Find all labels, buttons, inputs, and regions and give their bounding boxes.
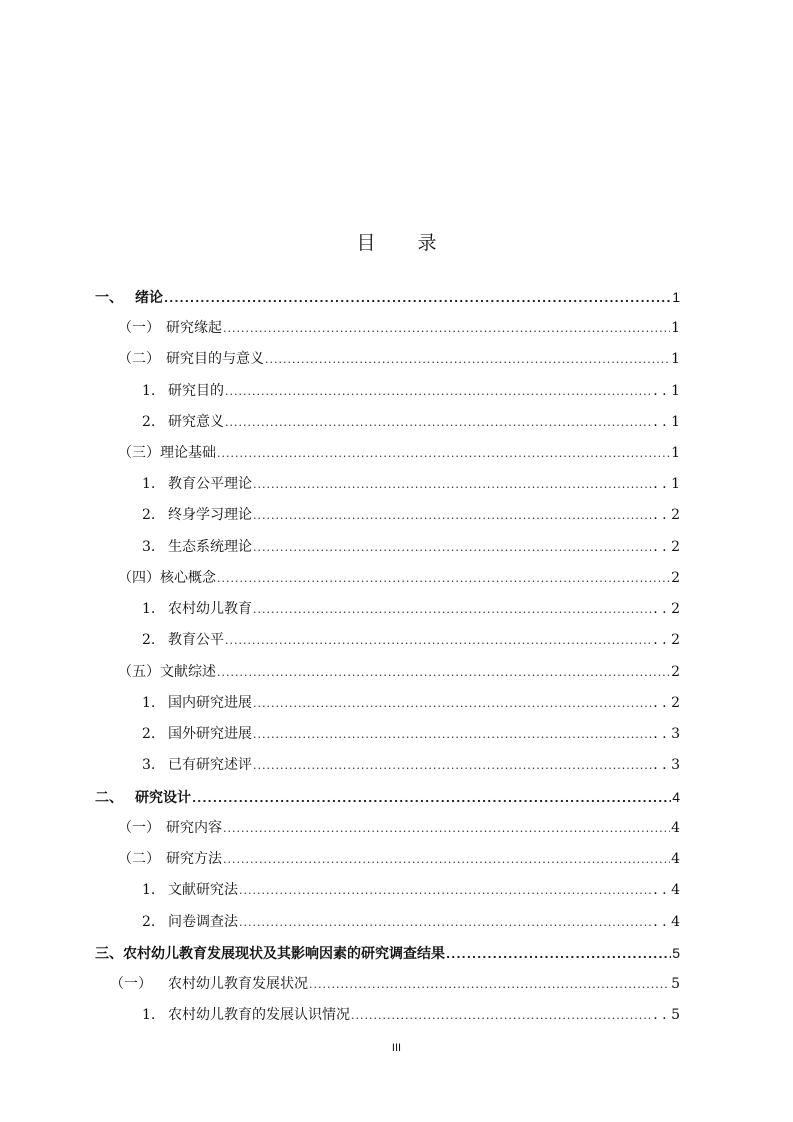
toc-entry[interactable] [142,875,680,906]
toc-number: （三） [118,445,160,461]
toc-entry[interactable] [142,500,680,531]
toc-entry[interactable] [118,813,680,844]
toc-title: 农村幼儿教育发展状况 [168,976,308,992]
toc-entry[interactable] [142,594,680,625]
dot-leader [225,407,652,438]
dot-leader [253,688,652,719]
toc-number: 2. [142,507,156,523]
toc-page-number: . . 4 [653,914,680,930]
toc-page-number: 4 [671,820,680,836]
toc-page-number: . . 1 [653,383,680,399]
toc-entry[interactable] [142,469,680,500]
toc-page-number: 2 [671,664,680,680]
toc-title: 已有研究述评 [168,757,252,773]
toc-entry[interactable] [142,907,680,938]
toc-number: 2. [142,726,156,742]
toc-title: 绪论 [135,290,163,306]
toc-number: 3. [142,539,156,555]
toc-page-number: . . 2 [653,507,680,523]
toc-title: 教育公平 [168,632,224,648]
toc-page-number: 1 [672,289,680,305]
toc-number: 1. [142,882,156,898]
toc-entry[interactable] [118,657,680,688]
dot-leader [446,939,671,970]
toc-page-number: . . 2 [653,632,680,648]
toc-page-number: 5 [672,945,680,961]
toc-number: 1. [142,695,156,711]
dot-leader [225,625,652,656]
toc-title: 文献综述 [160,664,216,680]
toc-page-number: . . 3 [653,726,680,742]
toc-page-number: . . 5 [653,1007,680,1023]
toc-page-number: . . 3 [653,757,680,773]
dot-leader [223,313,670,344]
dot-leader [253,750,652,781]
dot-leader [253,500,652,531]
dot-leader [217,657,670,688]
toc-page-number: 1 [671,320,680,336]
toc-page-number: 5 [671,976,680,992]
toc-entry[interactable] [142,376,680,407]
dot-leader [239,875,652,906]
toc-title: 研究意义 [168,414,224,430]
toc-number: 2. [142,414,156,430]
toc-title: 教育公平理论 [168,476,252,492]
toc-number: 1. [142,601,156,617]
toc-number: 2. [142,914,156,930]
toc-number: 1. [142,476,156,492]
toc-title: 研究目的与意义 [166,351,264,367]
dot-leader [253,469,652,500]
toc-entry[interactable] [118,344,680,375]
toc-page-number: 1 [671,445,680,461]
toc-number: （一） [118,320,160,336]
toc-entry[interactable] [142,407,680,438]
toc-number: （五） [118,664,160,680]
toc-title: 国外研究进展 [168,726,252,742]
toc-number: 三、 [95,946,123,962]
toc-number: 1. [142,1007,156,1023]
toc-entry[interactable] [118,844,680,875]
toc-title: 研究设计 [135,790,191,806]
toc-title: 问卷调查法 [168,914,238,930]
toc-page-number: . . 1 [653,476,680,492]
dot-leader [192,783,671,814]
toc-number: （二） [118,351,160,367]
footer-page-number: III [391,1042,402,1054]
dot-leader [253,594,652,625]
toc-entry[interactable] [118,313,680,344]
toc-title: 研究内容 [166,820,222,836]
toc-entry[interactable] [142,1000,680,1031]
toc-page-number: . . 2 [653,695,680,711]
dot-leader [351,1000,652,1031]
dot-leader [223,813,670,844]
toc-number: （一） [110,976,152,992]
page-title: 目 录 [356,232,455,254]
toc-title: 研究方法 [166,851,222,867]
toc-page-number: 2 [671,570,680,586]
toc-title: 核心概念 [160,570,216,586]
dot-leader [217,438,670,469]
toc-entry[interactable] [95,282,680,313]
toc-entry[interactable] [95,782,680,813]
dot-leader [253,532,652,563]
toc-page-number: 4 [671,851,680,867]
toc-title: 农村幼儿教育 [168,601,252,617]
toc-title: 国内研究进展 [168,695,252,711]
toc-number: 1. [142,383,156,399]
dot-leader [265,344,670,375]
toc-entry[interactable] [142,750,680,781]
dot-leader [164,283,671,314]
toc-title: 研究目的 [168,383,224,399]
toc-title: 农村幼儿教育发展现状及其影响因素的研究调查结果 [123,946,445,962]
toc-entry[interactable] [95,938,680,969]
dot-leader [239,907,652,938]
toc-title: 研究缘起 [166,320,222,336]
toc-page-number: . . 2 [653,601,680,617]
toc-page-number: . . 1 [653,414,680,430]
toc-entry[interactable] [142,532,680,563]
toc-number: 一、 [95,290,123,306]
toc-title: 生态系统理论 [168,539,252,555]
toc-number: 二、 [95,790,123,806]
toc-entry[interactable] [142,625,680,656]
toc-title: 理论基础 [160,445,216,461]
dot-leader [225,376,652,407]
toc-entry[interactable] [110,969,680,1000]
dot-leader [223,844,670,875]
toc-page-number: 4 [672,789,680,805]
dot-leader [309,969,670,1000]
toc-number: （二） [118,851,160,867]
dot-leader [253,719,652,750]
toc-entry[interactable] [142,719,680,750]
toc-title: 文献研究法 [168,882,238,898]
toc-title: 终身学习理论 [168,507,252,523]
dot-leader [217,563,670,594]
toc-entry[interactable] [118,438,680,469]
toc-number: 2. [142,632,156,648]
toc-page-number: . . 4 [653,882,680,898]
toc-number: 3. [142,757,156,773]
toc-title: 农村幼儿教育的发展认识情况 [168,1007,350,1023]
toc-number: （一） [118,820,160,836]
toc-entry[interactable] [118,563,680,594]
toc-page-number: . . 2 [653,539,680,555]
toc-page-number: 1 [671,351,680,367]
toc-number: （四） [118,570,160,586]
toc-entry[interactable] [142,688,680,719]
